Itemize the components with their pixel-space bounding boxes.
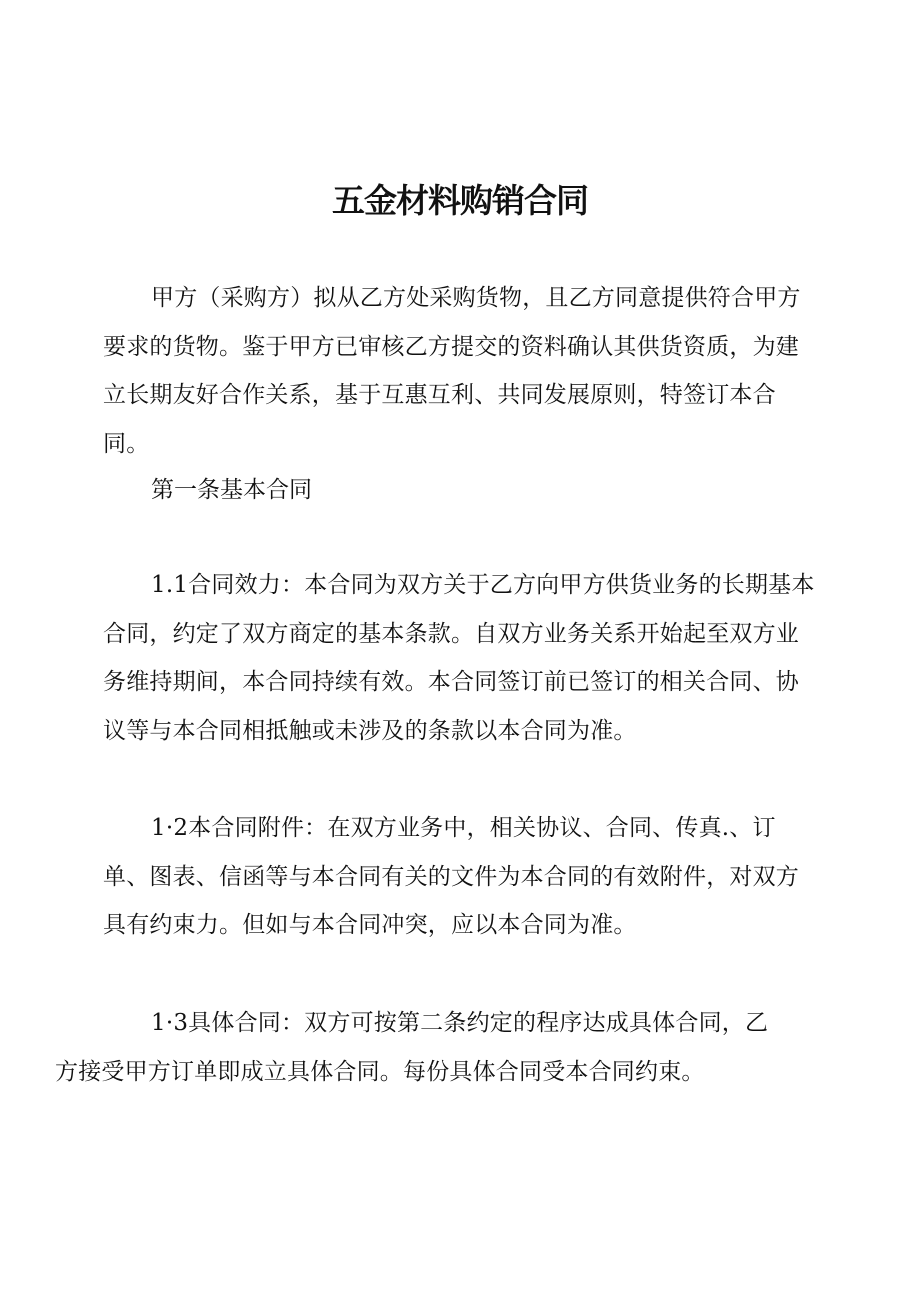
clause-1-2: 1·2本合同附件：在双方业务中，相关协议、合同、传真.、订单、图表、信函等与本合同有关的文件为本合同的有效附件，对双方具有约束力。但如与本合同冲突，应以本合同为准。 (103, 815, 799, 938)
section-heading: 第一条基本合同 (151, 477, 312, 503)
document-title: 五金材料购销合同 (332, 181, 588, 220)
intro-paragraph: 甲方（采购方）拟从乙方处采购货物，且乙方同意提供符合甲方要求的货物。鉴于甲方已审核乙方提交的资料确认其供货资质，为建立长期友好合作关系，基于互惠互利、共同发展原则，特签订本合同。 (103, 285, 801, 457)
clause-1-3-line2: 方接受甲方订单即成立具体合同。每份具体合同受本合同约束。 (55, 1058, 705, 1085)
clause-1-3 (55, 999, 817, 1096)
clause-1-1: 1.1合同效力：本合同为双方关于乙方向甲方供货业务的长期基本合同，约定了双方商定的基本条款。自双方业务关系开始起至双方业务维持期间，本合同持续有效。本合同签订前已签订的相关合同、协议等与本合同相抵触或未涉及的条款以本合同为准。 (103, 572, 815, 744)
clause-1-3-line1: 1·3具体合同：双方可按第二条约定的程序达成具体合同，乙 (151, 1010, 769, 1036)
